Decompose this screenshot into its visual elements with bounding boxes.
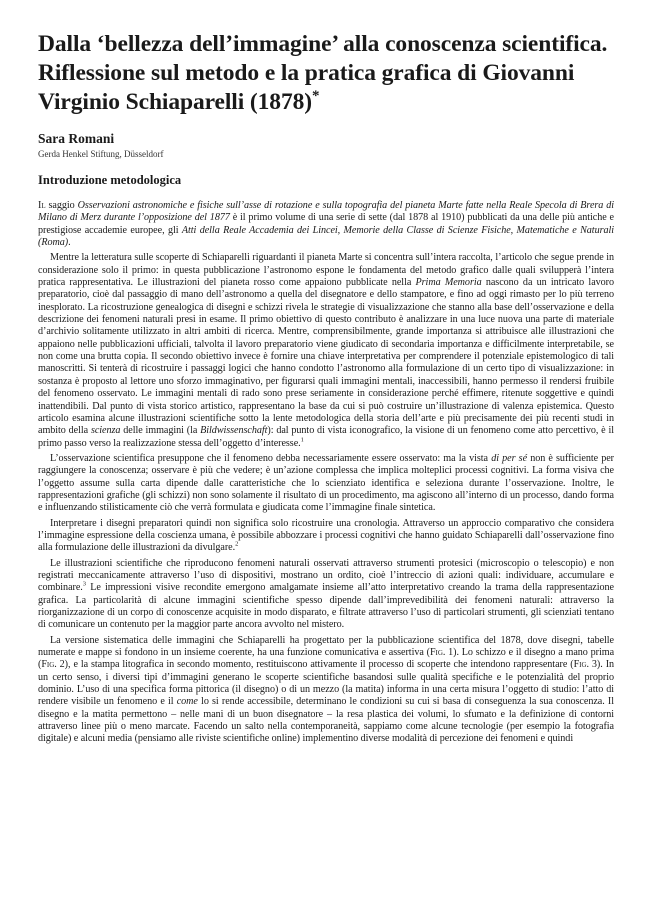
text-run: ). Lo schizzo e il disegno a mano prima ( xyxy=(38,647,615,671)
footnote-ref: 1 xyxy=(300,436,304,444)
text-run: Le impressioni visive recondite emergono amalgamate insieme all’atto interpretativo creando la trama della rappresentazione grafica. La particolarità di alcune immagini scientifiche spesso dipende dall’imprevedibilità dei fenomeni naturali: attraverso la riorganizzazione di un corpo di conoscenze acquisite in modo disparato, e filtrate attraverso l’uso di particolari strumenti, gli scienziati tentano di comunicare un contenuto per la maggior parte ancora avvolto nel mistero. xyxy=(38,582,614,631)
author-name: Sara Romani xyxy=(38,131,115,146)
text-run: La versione sistematica delle immagini che Schiaparelli ha progettato per la pubblicazione scientifica del 1878, dove disegni, tabelle numerate e mappe si fondono in un insieme coerente, ha una funzione comunicativa e assertiva ( xyxy=(38,634,614,659)
article-body xyxy=(38,200,614,746)
figure-ref-1: Fig. 1 xyxy=(429,647,454,659)
text-run: Mentre la letteratura sulle scoperte di Schiaparelli riguardanti il pianeta Marte si concentra sull’intera raccolta, l’articolo che segue prende in considerazione solo il primo: in questa pubblicazione l’astronomo espone le fondamenta del metodo grafico dalle quali svilupperà l’intera pratica rappresentativa. Le illustrazioni del pianeta rosso come appaiono pubblicate nella xyxy=(38,252,614,289)
article-title xyxy=(38,30,614,117)
italic-run: come xyxy=(176,696,198,708)
footnote-ref: 3 xyxy=(82,580,86,588)
text-run: Le illustrazioni scientifiche che riproducono fenomeni naturali osservati attraverso strumenti protesici (microscopio o telescopio) e non registrati meccanicamente attraverso l’uso di dispositivi, mostrano un ordito, cioè l’intreccio di azioni quali: individuare, accumulare e combinare. xyxy=(38,557,614,594)
paragraph-2 xyxy=(38,252,614,450)
text-run: . xyxy=(68,237,71,249)
author-affiliation: Gerda Henkel Stiftung, Düsseldorf xyxy=(38,149,164,159)
section-heading: Introduzione metodologica xyxy=(38,173,182,187)
text-run: lo si rende accessibile, determinano le condizioni su cui si basa di conseguenza la sua conoscenza. Il disegno e la matita permettono – nelle mani di un buon disegnatore – la resa plastica dei volumi, lo sfumato e la definizione di contorni attraverso linee più o meno marcate. Facendo un salto nella contemporaneità, sappiamo come alcune tecnologie (per esempio la fotografia digitale) e alcuni media (pensiamo alle riviste scientifiche online) implementino diverse modalità di percezione dei fenomeni e quindi xyxy=(38,696,614,745)
text-run: delle immagini (la xyxy=(120,425,201,437)
italic-run: Bildwissenschaft xyxy=(200,425,268,437)
text-run: ). In un certo senso, i diversi tipi d’immagini generano le scoperte scientifiche basandosi sulle qualità specifiche e le potenzialità del proprio dominio. L’uso di una specifica forma pittorica (il disegno) o di un mezzo (la matita) informa in una certa misura l’oggetto di studio: l’atto di rendere visibile un fenomeno e il xyxy=(38,659,615,708)
paragraph-4 xyxy=(38,518,614,555)
title-footnote-mark: * xyxy=(311,88,320,105)
footnote-ref: 2 xyxy=(235,540,239,548)
paragraph-5 xyxy=(38,558,614,632)
title-text: Dalla ‘bellezza dell’immagine’ alla conoscenza scientifica. Riflessione sul metodo e la pratica grafica di Giovanni Virginio Schiaparelli (1878) xyxy=(38,31,608,115)
italic-run: scienza xyxy=(90,425,121,437)
text-run: ): dal punto di vista iconografico, la visione di un fenomeno come atto percettivo, è il primo passo verso la realizzazione stessa dell’oggetto d’interesse. xyxy=(38,425,614,449)
paragraph-1 xyxy=(38,200,614,249)
paragraph-6 xyxy=(38,635,614,746)
italic-run: Osservazioni astronomiche e fisiche sull’asse di rotazione e sulla topografia del pianeta Marte fatte nella Reale Specola di Brera di Milano di Merz durante l’opposizione del 1877 xyxy=(38,200,614,224)
paragraph-opening-word: Il xyxy=(38,200,46,211)
text-run: non è sufficiente per raggiungere la conoscenza; osservare è più che vedere; è un’azione complessa che implica molteplici processi cognitivi. La forma visiva che l’oggetto assume sulla carta dipende dalle caratteristiche che lo scienziato identifica e seleziona durante l’osservazione. Inoltre, le rappresentazioni grafiche (gli schizzi) non sono solamente il risultato di un procedimento, ma agiscono all’interno di un processo, dando forma e influenzando stilisticamente ciò che verrà formulata e giudicata come l’immagine finale sintetica. xyxy=(38,452,615,514)
text-run: L’osservazione scientifica presuppone che il fenomeno debba necessariamente essere osservato: ma la vista xyxy=(50,452,492,464)
text-run: Interpretare i disegni preparatori quindi non significa solo ricostruire una cronologia. Attraverso un approccio comparativo che considera l’immagine espressione della coscienza umana, è possibile abbozzare i processi cognitivi che hanno guidato Schiaparelli dall’osservazione fino alla formulazione delle illustrazioni da divulgare. xyxy=(38,517,614,554)
figure-ref-3: Fig. 3 xyxy=(573,659,597,671)
text-run: è il primo volume di una serie di sette (dal 1878 al 1910) pubblicati da una delle più antiche e prestigiose accademie europee, gli xyxy=(38,212,614,236)
italic-run: Prima Memoria xyxy=(415,277,482,289)
italic-run: di per sé xyxy=(491,452,528,464)
italic-run: Atti della Reale Accademia dei Lincei, Memorie della Classe di Scienze Fisiche, Matematiche e Naturali (Roma) xyxy=(38,224,615,249)
figure-ref-2: Fig. 2 xyxy=(41,659,65,671)
text-run: saggio xyxy=(45,200,78,211)
text-run: ), e la stampa litografica in secondo momento, restituiscono attivamente il processo di scoperte che intendono rappresentare ( xyxy=(64,659,574,671)
paragraph-3 xyxy=(38,453,614,515)
text-run: nascono da un intricato lavoro preparatorio, cioè dal passaggio di mano dell’astronomo a quella del disegnatore e dello stampatore, e fino ad oggi rimasto per lo più terreno inesplorato. La ricostruzione genealogica di disegni e schizzi rivela le strategie di visualizzazione che stanno alla base dell’osservazione e della descrizione dei fenomeni naturali presi in esame. Il primo obiettivo di questo contributo è analizzare in una luce nuova una parte di materiale d’archivio solitamente utilizzato in altri ambiti di ricerca. Mentre, comprensibilmente, grande importanza si attribuisce alle illustrazioni che appaiono nelle pubblicazioni ufficiali, talvolta il lavoro preparatorio viene giudicato di secondaria importanza e difficilmente interpretabile, se non come una brutta copia. Il secondo obiettivo invece è fornire una chiave interpretativa per comprendere il potenziale epistemologico di tali manoscritti. Si tenterà di ricostruire i passaggi logici che hanno condotto l’astronomo alla formulazione di un certo tipo di visualizzazione: in sostanza è proposto al lettore uno sforzo immaginativo, per figurarsi quali immagini mentali, inaccessibili, hanno permesso il rendersi fruibile del fenomeno osservato. Le immagini mentali di rado sono prese seriamente in considerazione perché effimere, ritenute soggettive e quindi inattendibili. Dal punto di vista storico artistico, rappresentano la base da cui si può costruire un’illustrazione di valenza epistemica. Questo articolo esamina alcune illustrazioni scientifiche sotto la lente metodologica della storia dell’arte e più precisamente dei più recenti studi in ambito della xyxy=(38,277,614,437)
